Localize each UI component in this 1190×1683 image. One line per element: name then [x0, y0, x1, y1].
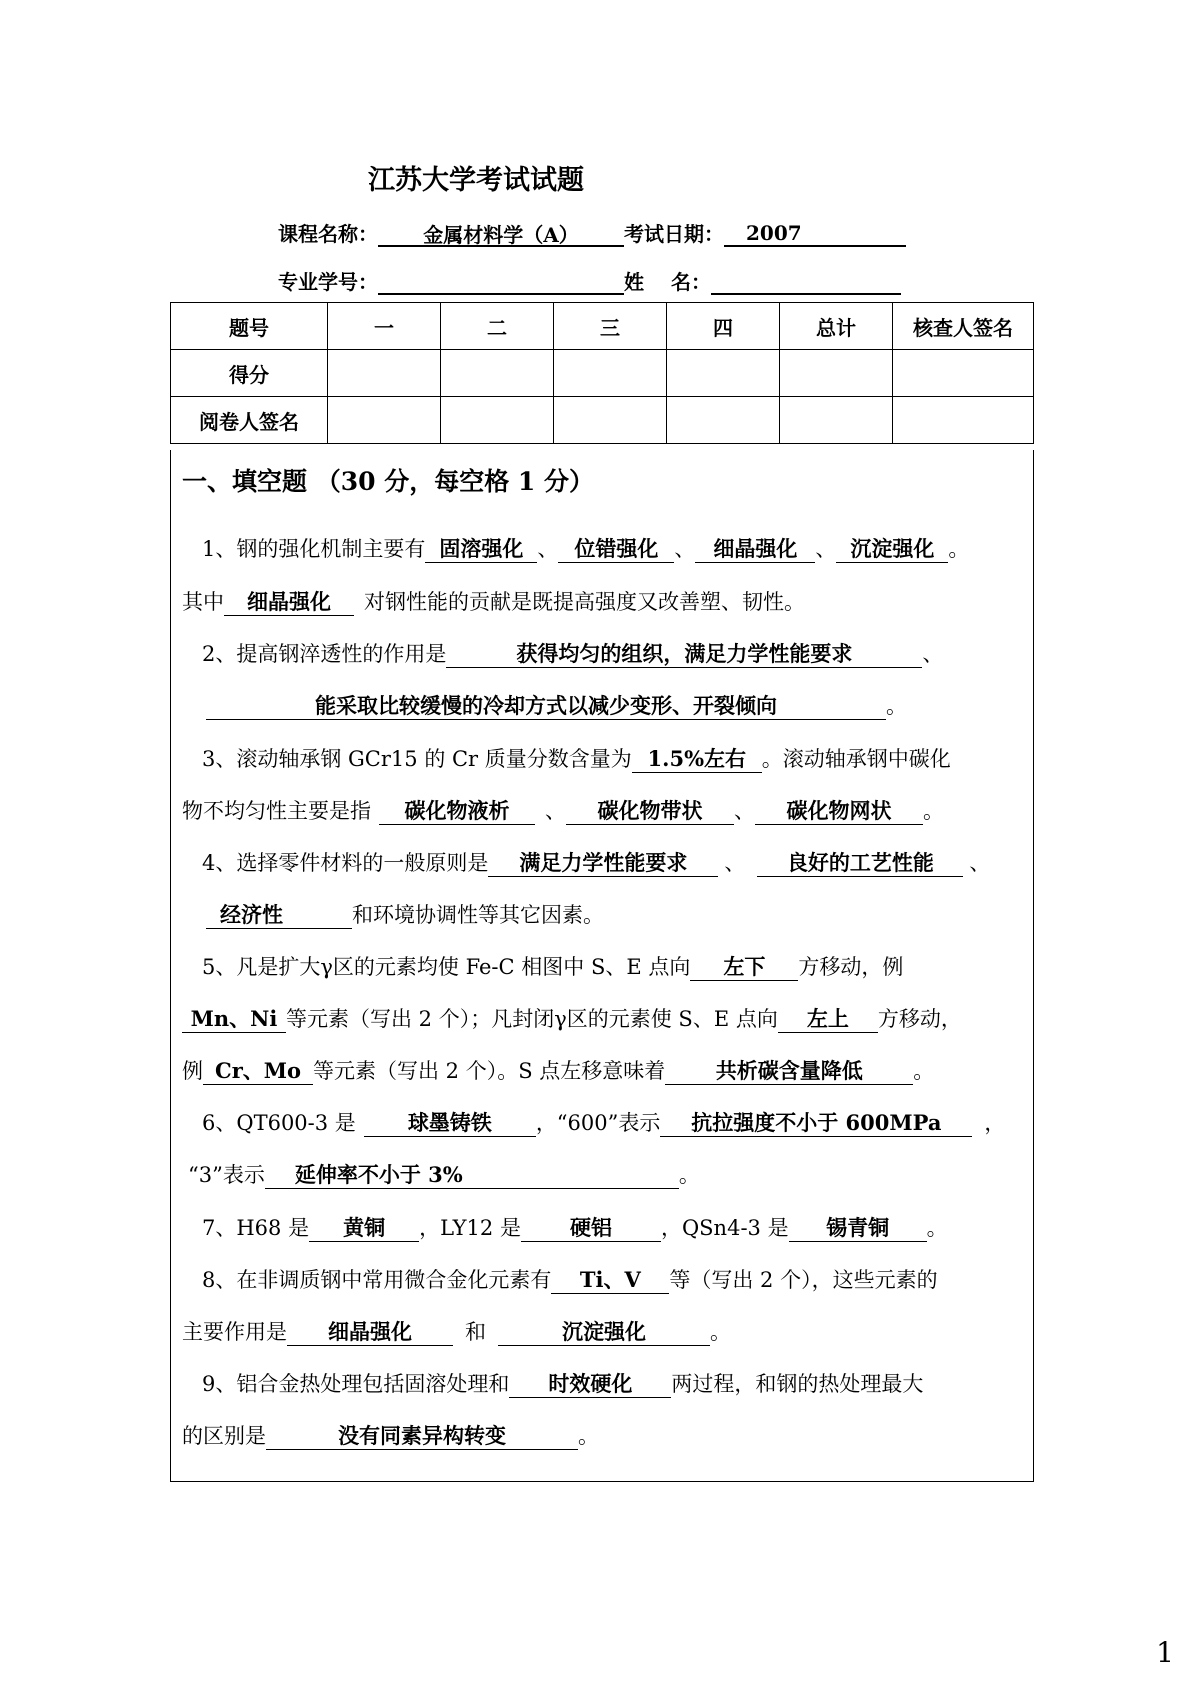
header-cell: 题号	[171, 303, 328, 350]
answer-blank: 良好的工艺性能	[757, 850, 963, 877]
name-field	[711, 267, 901, 295]
answer-blank: 沉淀强化	[498, 1319, 710, 1346]
question-text: 和环境协调性等其它因素。	[352, 903, 604, 927]
question-text: 5、凡是扩大γ区的元素均使 Fe-C 相图中 S、E 点向	[202, 955, 691, 979]
question-line	[182, 795, 944, 825]
grader-cell	[780, 397, 893, 444]
question-text: 等元素（写出 2 个）；凡封闭γ区的元素使 S、E 点向	[286, 1007, 778, 1031]
answer-blank: 黄铜	[309, 1215, 419, 1242]
header-cell: 核查人签名	[893, 303, 1034, 350]
answer-blank: 左上	[778, 1006, 878, 1033]
question-text: 2、提高钢淬透性的作用是	[202, 642, 447, 666]
question-line	[202, 1368, 923, 1398]
answer-blank: 固溶强化	[425, 536, 537, 563]
question-text: ，“600”表示	[535, 1111, 661, 1135]
score-cell	[667, 350, 780, 397]
question-text: 两过程，和钢的热处理最大	[671, 1372, 924, 1396]
score-cell	[441, 350, 554, 397]
row-label: 阅卷人签名	[171, 397, 328, 444]
question-line	[206, 899, 604, 929]
answer-blank: 1.5%左右	[632, 746, 762, 773]
answer-blank: Cr、Mo	[203, 1058, 313, 1085]
header-cell: 总计	[780, 303, 893, 350]
answer-blank: Mn、Ni	[182, 1006, 286, 1033]
question-text: 4、选择零件材料的一般原则是	[202, 851, 489, 875]
question-text: 6、QT600-3 是	[202, 1111, 356, 1135]
grader-cell	[554, 397, 667, 444]
question-text: 、	[724, 851, 746, 875]
question-text: 和	[465, 1320, 486, 1344]
question-text: 主要作用是	[182, 1320, 287, 1344]
question-text: 、	[815, 537, 837, 561]
answer-blank: 共析碳含量降低	[665, 1058, 913, 1085]
course-line	[278, 218, 906, 247]
question-line	[202, 847, 990, 877]
question-text: ，LY12 是	[419, 1216, 521, 1240]
answer-blank: 经济性	[206, 902, 352, 929]
question-text: 3、滚动轴承钢 GCr15 的 Cr 质量分数含量为	[202, 747, 632, 771]
student-id-field	[378, 267, 624, 295]
question-text: 方移动，	[877, 1007, 962, 1031]
section-title: 一、填空题 （30 分，每空格 1 分）	[182, 467, 595, 496]
question-text: 、	[734, 799, 755, 823]
question-text: ，	[984, 1111, 1006, 1135]
page-number: 1	[1156, 1636, 1174, 1669]
answer-blank: 细晶强化	[695, 536, 815, 563]
question-text: 。	[886, 694, 907, 718]
answer-blank: 锡青铜	[789, 1215, 927, 1242]
question-text: 等元素（写出 2 个）。S 点左移意味着	[313, 1059, 666, 1083]
question-text: 、	[545, 799, 566, 823]
answer-blank: 没有同素异构转变	[266, 1423, 578, 1450]
question-text: 9、铝合金热处理包括固溶处理和	[202, 1372, 510, 1396]
header-cell: 三	[554, 303, 667, 350]
question-text: 其中	[182, 590, 224, 614]
score-cell	[328, 350, 441, 397]
header-cell: 二	[441, 303, 554, 350]
grader-cell	[328, 397, 441, 444]
question-line	[188, 1159, 700, 1189]
question-text: 。	[926, 1216, 948, 1240]
header-cell: 四	[667, 303, 780, 350]
question-text: 的区别是	[182, 1424, 266, 1448]
score-header-row	[171, 303, 1034, 350]
question-line	[182, 1316, 731, 1346]
question-text: 。滚动轴承钢中碳化	[761, 747, 951, 771]
question-line	[202, 951, 903, 981]
exam-title: 江苏大学考试试题	[368, 165, 584, 196]
score-cell	[554, 350, 667, 397]
course-label: 课程名称：	[278, 222, 378, 246]
answer-blank: 碳化物液析	[379, 798, 535, 825]
question-line	[182, 1003, 962, 1033]
answer-blank: 沉淀强化	[836, 536, 948, 563]
question-line	[202, 533, 969, 563]
question-text: 7、H68 是	[202, 1216, 310, 1240]
grader-cell	[441, 397, 554, 444]
grader-cell	[667, 397, 780, 444]
question-text: ，QSn4-3 是	[660, 1216, 789, 1240]
header-cell: 一	[328, 303, 441, 350]
date-value: 2007	[724, 221, 906, 247]
question-text: 1、钢的强化机制主要有	[202, 537, 426, 561]
answer-blank: 抗拉强度不小于 600MPa	[660, 1110, 972, 1137]
answer-blank: 硬铝	[521, 1215, 661, 1242]
question-text: 例	[182, 1059, 203, 1083]
question-line	[182, 1420, 599, 1450]
question-text: 、	[674, 537, 696, 561]
question-text: 、	[537, 537, 559, 561]
question-text: 、	[969, 851, 991, 875]
question-line	[202, 1264, 938, 1294]
score-row	[171, 350, 1034, 397]
student-id-label: 专业学号：	[278, 270, 378, 294]
question-text: 。	[948, 537, 970, 561]
question-text: 物不均匀性主要是指	[182, 799, 371, 823]
question-text: 8、在非调质钢中常用微合金化元素有	[202, 1268, 552, 1292]
answer-blank: Ti、V	[551, 1267, 669, 1294]
answer-blank: 碳化物带状	[566, 798, 734, 825]
answer-blank: 能采取比较缓慢的冷却方式以减少变形、开裂倾向	[206, 693, 886, 720]
question-line	[202, 1212, 948, 1242]
question-line	[202, 1107, 1005, 1137]
question-text: 对钢性能的贡献是既提高强度又改善塑、韧性。	[364, 590, 805, 614]
grader-cell	[893, 397, 1034, 444]
question-text: 。	[578, 1424, 599, 1448]
question-text: 、	[922, 642, 944, 666]
question-text: 。	[923, 799, 944, 823]
answer-blank: 碳化物网状	[755, 798, 923, 825]
id-line	[278, 266, 901, 295]
answer-blank: 时效硬化	[509, 1371, 671, 1398]
question-line	[182, 1055, 934, 1085]
question-text: 。	[913, 1059, 935, 1083]
score-cell	[780, 350, 893, 397]
answer-blank: 获得均匀的组织，满足力学性能要求	[446, 641, 922, 668]
answer-blank: 左下	[690, 954, 798, 981]
answer-blank: 球墨铸铁	[364, 1110, 536, 1137]
grader-row	[171, 397, 1034, 444]
answer-blank: 细晶强化	[224, 589, 354, 616]
question-text: 。	[678, 1163, 700, 1187]
question-text: 方移动，例	[798, 955, 904, 979]
date-label: 考试日期：	[624, 222, 724, 246]
score-cell	[893, 350, 1034, 397]
question-line	[202, 638, 943, 668]
question-text: “3”表示	[188, 1163, 265, 1187]
answer-blank: 延伸率不小于 3%	[265, 1162, 679, 1189]
answer-blank: 满足力学性能要求	[488, 850, 718, 877]
question-line	[202, 743, 951, 773]
question-text: 等（写出 2 个），这些元素的	[669, 1268, 938, 1292]
question-text: 。	[710, 1320, 731, 1344]
question-line	[206, 690, 907, 720]
name-label: 姓 名：	[624, 270, 711, 294]
score-table	[170, 302, 1034, 444]
answer-blank: 位错强化	[558, 536, 674, 563]
course-value: 金属材料学（A）	[378, 219, 624, 247]
answer-blank: 细晶强化	[287, 1319, 453, 1346]
row-label: 得分	[171, 350, 328, 397]
question-line	[182, 586, 805, 616]
